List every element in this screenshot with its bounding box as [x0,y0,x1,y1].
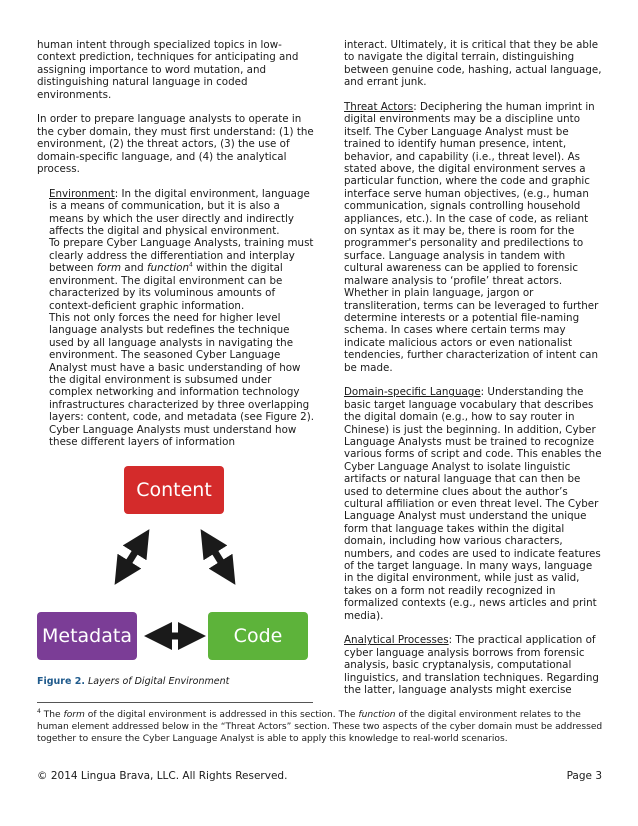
domain-language-heading: Domain-specific Language [344,386,481,399]
environment-paragraph-2: To prepare Cyber Language Analysts, training must clearly address the differentiation and interplay between form and function$^4$ within the digital environment. The digital environment can be characterized by its voluminous amounts of context-deficient graphic information. [49,237,314,312]
footnote-divider [37,702,313,703]
right-column [344,39,604,696]
environment-heading: Environment [49,187,115,200]
domain-language-paragraph: Domain-specific Language: Understanding the basic target language vocabulary that describes the digital domain (e.g., how to say router in Chinese) is just the beginning. In addition, Cyber Language Analysts must be trained to recognize various forms of script and code. This enables the Cyber Language Analyst to isolate linguistic artifacts or natural language that can then be used to determine clues about the author’s cultural affiliation or even threat level. The Cyber Language Analyst must understand the unique form that language takes within the digital domain, including how various characters, numbers, and codes are used to indicate features of the target language. In many ways, language in the digital environment, while just as valid, takes on a form not readily recognized in formalized contexts (e.g., news articles and print media). [344,386,602,622]
figure-caption-text: Layers of Digital Environment [84,676,230,687]
arrow-content-code [208,541,228,573]
footnote-ref[interactable]: 4 [189,261,193,269]
prep-paragraph: In order to prepare language analysts to operate in the cyber domain, they must first understand: (1) the environment, (2) the threat actors, (3) the use of domain-specific language, and (4) the analytical process. [37,113,314,176]
left-column [37,39,317,448]
page-number: Page 3 [566,770,602,782]
intro-paragraph: human intent through specialized topics in low-context prediction, techniques for anticipating and assigning importance to word mutation, and distinguishing natural language in coded environments. [37,39,299,101]
environment-paragraph-3: This not only forces the need for higher level language analysts but redefines the technique used by all language analysts in navigating the environment. The seasoned Cyber Language Analyst must have a basic understanding of how the digital environment is subsumed under complex networking and information technology infrastructures characterized by three overlapping layers: content, code, and metadata (see Figure 2). Cyber Language Analysts must understand how these different layers of information [49,311,314,448]
content-layer-box: Content [124,466,224,514]
threat-actors-heading: Threat Actors [344,101,414,114]
figure-caption-label: Figure 2. [37,676,85,687]
environment-section [37,188,317,449]
analytical-processes-paragraph: Analytical Processes: The practical application of cyber language analysis borrows from forensic analysis, basic cryptanalysis, computational linguistics, and translation techniques. Regarding the latter, language analysts might exercise [344,634,599,697]
form-term: form [96,262,122,275]
footnote-mark: 4 [37,707,41,715]
metadata-layer-box: Metadata [37,612,137,660]
arrow-content-metadata [122,541,142,573]
analytical-processes-heading: Analytical Processes [344,634,449,647]
copyright-footer: © 2014 Lingua Brava, LLC. All Rights Reserved. [37,770,288,782]
figure-caption [37,676,229,687]
function-term: function [146,262,189,275]
environment-paragraph-1: Environment: In the digital environment, language is a means of communication, but it is also a means by which the user directly and indirectly affects the digital and physical environment. [49,187,310,238]
continued-paragraph: interact. Ultimately, it is critical that they be able to navigate the digital terrain, distinguishing between genuine code, hashing, actual language, and errant junk. [344,39,602,89]
code-layer-box: Code [208,612,308,660]
threat-actors-paragraph: Threat Actors: Deciphering the human imprint in digital environments may be a discipline unto itself. The Cyber Language Analyst must be trained to identify human presence, intent, behavior, and capability (i.e., threat level). As stated above, the digital environment serves a particular function, where the code and graphic interface serve human objectives, (e.g., human communication, signals controlling household appliances, etc.). In the case of code, as reliant on syntax as it may be, there is room for the programmer's personality and predilections to surface. Language analysis in tandem with cultural awareness can be applied to forensic malware analysis to ‘profile’ threat actors. Whether in plain language, jargon or transliteration, terms can be leveraged to further determine interests or a potential file-naming schema. In cases where certain terms may indicate malicious actors or even nationalist tendencies, further characterization of intent can be made. [344,101,599,374]
footnote: $^4$ The form of the digital environment is addressed in this section. The function of the digital environment relates to the human element addressed below in the “Threat Actors” section. These two aspects of the cyber domain must be addressed together to ensure the Cyber Language Analyst is able to apply this knowledge to real-world scenarios. [37,707,603,744]
